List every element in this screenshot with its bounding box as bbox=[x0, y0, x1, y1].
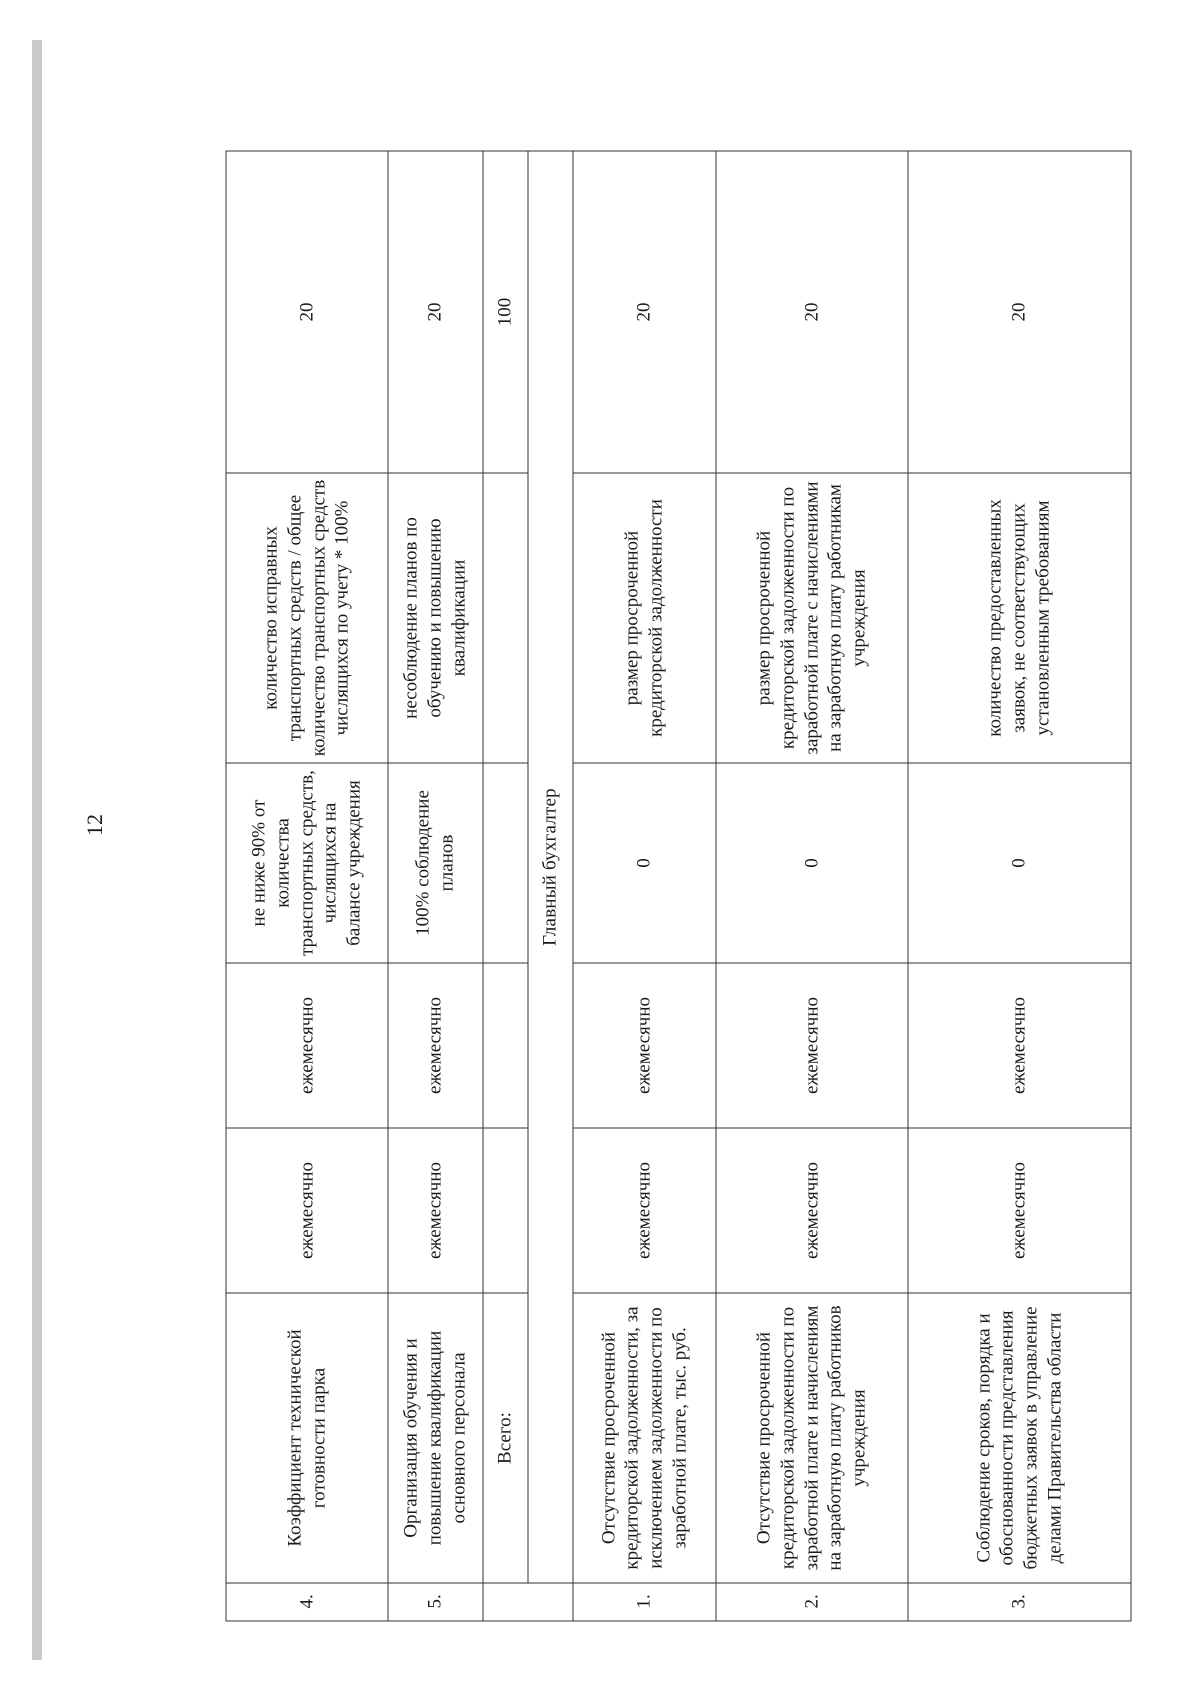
table-row bbox=[226, 151, 388, 1621]
section-row bbox=[528, 151, 573, 1621]
empty-cell bbox=[483, 1583, 528, 1621]
period-cell: ежемесячно bbox=[716, 1128, 908, 1293]
target-value: 100% соблюдение планов bbox=[388, 763, 483, 963]
indicators-table bbox=[226, 151, 1132, 1622]
empty-cell bbox=[483, 763, 528, 963]
total-row bbox=[483, 151, 528, 1621]
scan-margin-shadow bbox=[32, 40, 42, 1660]
empty-cell bbox=[483, 963, 528, 1128]
score-cell: 20 bbox=[388, 151, 483, 473]
total-score: 100 bbox=[483, 151, 528, 473]
score-cell: 20 bbox=[226, 151, 388, 473]
table-row bbox=[388, 151, 483, 1621]
period-cell: ежемесячно bbox=[573, 1128, 716, 1293]
score-cell: 20 bbox=[908, 151, 1131, 473]
period-cell: ежемесячно bbox=[388, 1128, 483, 1293]
table-row bbox=[573, 151, 716, 1621]
rotated-table-container bbox=[226, 152, 1131, 1622]
calculation-formula: размер просроченной кредиторской задолженности по заработной плате с начислениями на заработную плату работникам учреждения bbox=[716, 473, 908, 763]
row-number: 4. bbox=[226, 1583, 388, 1621]
indicator-name: Коэффициент технической готовности парка bbox=[226, 1293, 388, 1583]
indicator-name: Отсутствие просроченной кредиторской задолженности, за исключением задолженности по заработной плате, тыс. руб. bbox=[573, 1293, 716, 1583]
indicator-name: Организация обучения и повышение квалификации основного персонала bbox=[388, 1293, 483, 1583]
period-cell: ежемесячно bbox=[226, 1128, 388, 1293]
row-number: 1. bbox=[573, 1583, 716, 1621]
total-label: Всего: bbox=[483, 1293, 528, 1583]
row-number: 5. bbox=[388, 1583, 483, 1621]
period-cell: ежемесячно bbox=[908, 1128, 1131, 1293]
section-title: Главный бухгалтер bbox=[528, 151, 573, 1583]
period-cell: ежемесячно bbox=[573, 963, 716, 1128]
target-value: 0 bbox=[573, 763, 716, 963]
calculation-formula: количество предоставленных заявок, не соответствующих установленным требованиям bbox=[908, 473, 1131, 763]
row-number: 3. bbox=[908, 1583, 1131, 1621]
indicator-name: Соблюдение сроков, порядка и обоснованности представления бюджетных заявок в управление делами Правительства области bbox=[908, 1293, 1131, 1583]
score-cell: 20 bbox=[716, 151, 908, 473]
calculation-formula: размер просроченной кредиторской задолженности bbox=[573, 473, 716, 763]
page-number: 12 bbox=[82, 814, 107, 836]
period-cell: ежемесячно bbox=[716, 963, 908, 1128]
period-cell: ежемесячно bbox=[908, 963, 1131, 1128]
empty-cell bbox=[483, 1128, 528, 1293]
period-cell: ежемесячно bbox=[388, 963, 483, 1128]
indicator-name: Отсутствие просроченной кредиторской задолженности по заработной плате и начислениям на заработную плату работников учреждения bbox=[716, 1293, 908, 1583]
calculation-formula: количество исправных транспортных средств / общее количество транспортных средств числящихся по учету * 100% bbox=[226, 473, 388, 763]
period-cell: ежемесячно bbox=[226, 963, 388, 1128]
calculation-formula: несоблюдение планов по обучению и повышению квалификации bbox=[388, 473, 483, 763]
empty-cell bbox=[528, 1583, 573, 1621]
target-value: 0 bbox=[716, 763, 908, 963]
target-value: 0 bbox=[908, 763, 1131, 963]
row-number: 2. bbox=[716, 1583, 908, 1621]
empty-cell bbox=[483, 473, 528, 763]
score-cell: 20 bbox=[573, 151, 716, 473]
table-row bbox=[716, 151, 908, 1621]
table-row bbox=[908, 151, 1131, 1621]
target-value: не ниже 90% от количества транспортных средств, числящихся на балансе учреждения bbox=[226, 763, 388, 963]
